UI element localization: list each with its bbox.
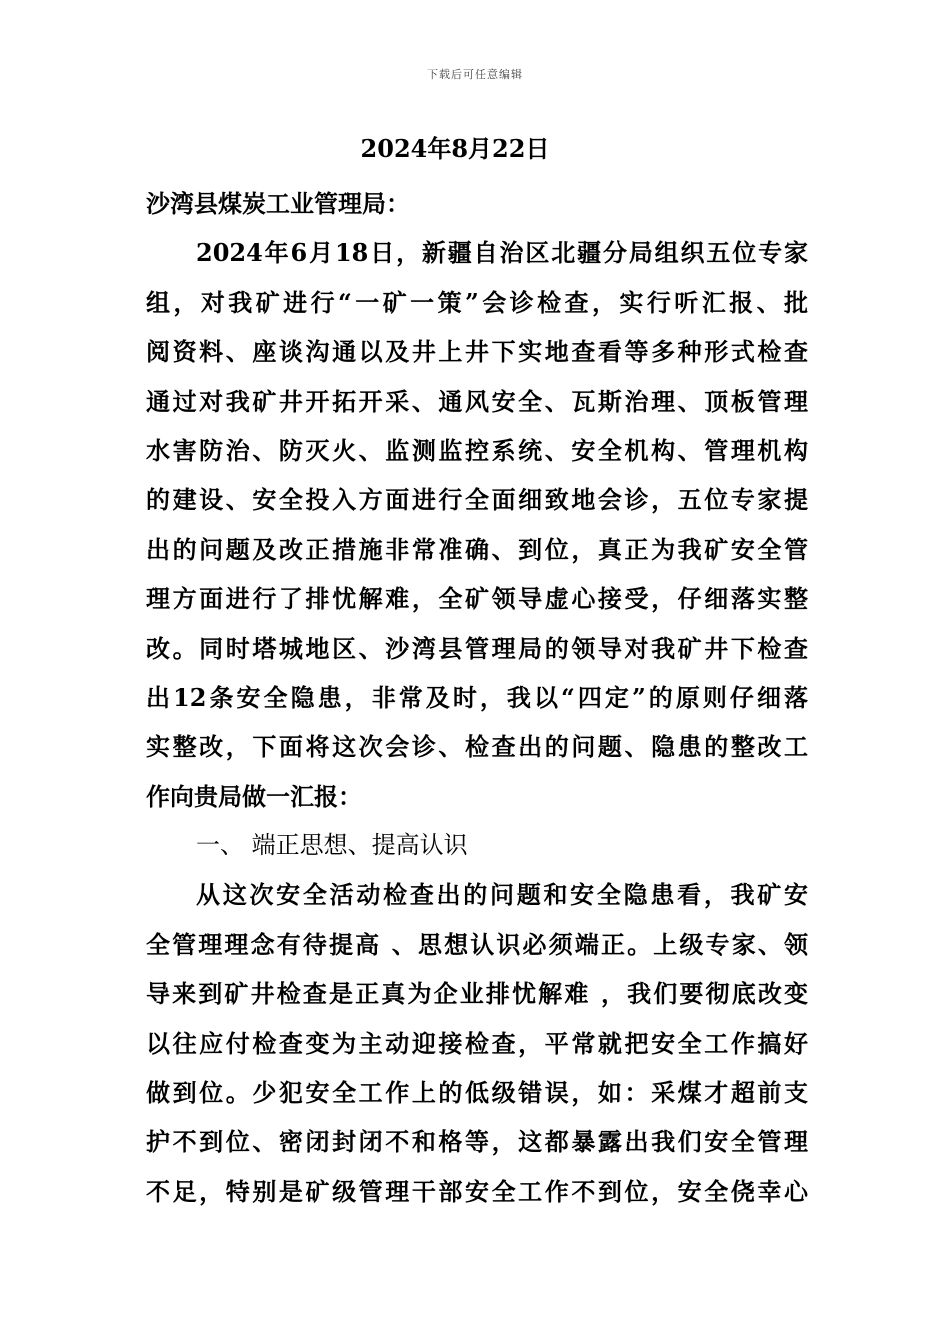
text-line: 出12条安全隐患，非常及时，我以“四定”的原则仔细落 <box>146 682 808 712</box>
text-line: 阅资料、座谈沟通以及井上井下实地查看等多种形式检查 <box>146 337 808 367</box>
document-date: 2024年8月22日 <box>360 134 550 163</box>
text-line: 护不到位、密闭封闭不和格等，这都暴露出我们安全管理 <box>146 1127 808 1157</box>
text-line: 通过对我矿井开拓开采、通风安全、瓦斯治理、顶板管理 <box>146 386 808 416</box>
document-body <box>146 179 808 1216</box>
text-line: 改。同时塔城地区、沙湾县管理局的领导对我矿井下检查 <box>146 633 808 663</box>
text-line: 实整改，下面将这次会诊、检查出的问题、隐患的整改工 <box>146 732 808 762</box>
text-line: 的建设、安全投入方面进行全面细致地会诊，五位专家提 <box>146 485 808 515</box>
text-line: 出的问题及改正措施非常准确、到位，真正为我矿安全管 <box>146 534 808 564</box>
text-line: 作向贵局做一汇报： <box>146 781 362 811</box>
text-line: 做到位。少犯安全工作上的低级错误，如：采煤才超前支 <box>146 1078 808 1108</box>
text-line: 一、 端正思想、提高认识 <box>196 831 468 860</box>
text-line: 以往应付检查变为主动迎接检查，平常就把安全工作搞好 <box>146 1028 808 1058</box>
text-line: 理方面进行了排忧解难，全矿领导虚心接受，仔细落实整 <box>146 584 808 614</box>
text-line: 组，对我矿进行“一矿一策”会诊检查，实行听汇报、批 <box>146 287 808 317</box>
text-line: 不足，特别是矿级管理干部安全工作不到位，安全侥幸心 <box>146 1176 808 1206</box>
text-line: 从这次安全活动检查出的问题和安全隐患看，我矿安 <box>196 880 808 910</box>
text-line: 导来到矿井检查是正真为企业排忧解难 ，我们要彻底改变 <box>146 979 808 1009</box>
text-line: 沙湾县煤炭工业管理局： <box>146 189 410 218</box>
text-line: 水害防治、防灭火、监测监控系统、安全机构、管理机构 <box>146 435 808 465</box>
text-line: 全管理理念有待提高 、思想认识必须端正。上级专家、领 <box>146 929 808 959</box>
text-line: 2024年6月18日，新疆自治区北疆分局组织五位专家 <box>196 238 808 268</box>
header-note: 下载后可任意编辑 <box>427 68 523 81</box>
